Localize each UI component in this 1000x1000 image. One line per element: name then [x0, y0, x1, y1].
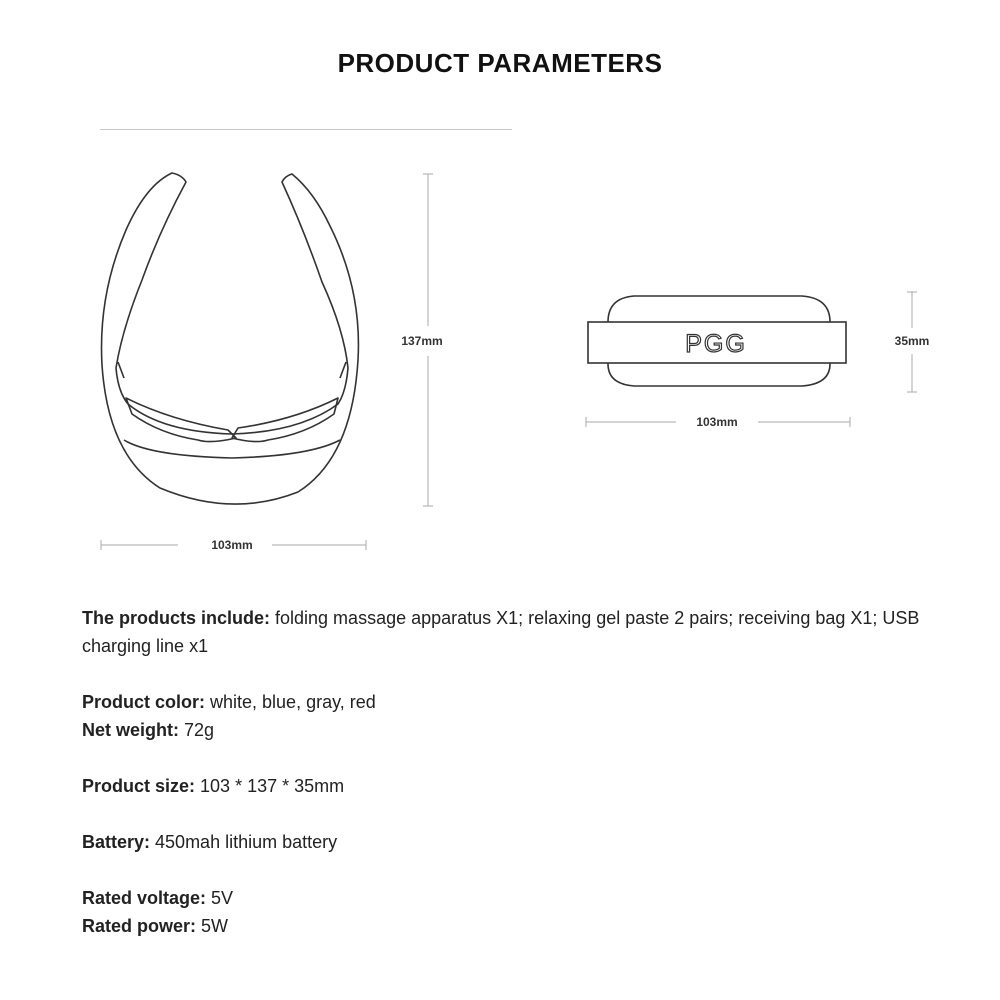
spec-value: 450mah lithium battery	[150, 832, 338, 852]
spec-group-battery	[82, 828, 942, 856]
spec-includes	[82, 604, 942, 660]
spec-value: folding massage apparatus X1; relaxing gel paste 2 pairs; receiving bag X1; USB charging line x1	[82, 608, 920, 656]
spec-label: Battery:	[82, 832, 151, 852]
massager-left-arm-seam	[118, 362, 124, 378]
massager-right-arm-seam	[340, 362, 346, 378]
spec-value: 103 * 137 * 35mm	[195, 776, 345, 796]
spec-label: Rated power:	[82, 916, 197, 936]
spec-group-includes	[82, 604, 942, 660]
spec-label: Rated voltage:	[82, 888, 207, 908]
massager-inner-band	[124, 440, 340, 458]
spec-value: 5V	[206, 888, 234, 908]
spec-power	[82, 912, 942, 940]
side-width-label: 103mm	[696, 415, 738, 429]
massager-outer-outline	[102, 173, 359, 504]
spec-weight	[82, 716, 942, 744]
spec-group-color-weight	[82, 688, 942, 744]
spec-group-electrical	[82, 884, 942, 940]
massager-left-pad	[126, 398, 236, 442]
spec-group-size	[82, 772, 942, 800]
spec-label: Net weight:	[82, 720, 179, 740]
spec-value: white, blue, gray, red	[205, 692, 376, 712]
massager-right-pad	[232, 398, 338, 442]
spec-label: The products include:	[82, 608, 271, 628]
spec-size	[82, 772, 942, 800]
spec-label: Product size:	[82, 776, 196, 796]
side-view-logo: PGG	[685, 330, 747, 358]
spec-value: 72g	[179, 720, 215, 740]
spec-color	[82, 688, 942, 716]
side-height-label: 35mm	[894, 334, 930, 348]
front-width-label: 103mm	[211, 538, 253, 552]
spec-voltage	[82, 884, 942, 912]
spec-label: Product color:	[82, 692, 206, 712]
spec-value: 5W	[196, 916, 229, 936]
front-view-drawing	[102, 173, 359, 504]
front-height-label: 137mm	[401, 334, 443, 348]
spec-battery	[82, 828, 942, 856]
spec-list	[82, 604, 942, 968]
page-title: PRODUCT PARAMETERS	[337, 48, 663, 78]
